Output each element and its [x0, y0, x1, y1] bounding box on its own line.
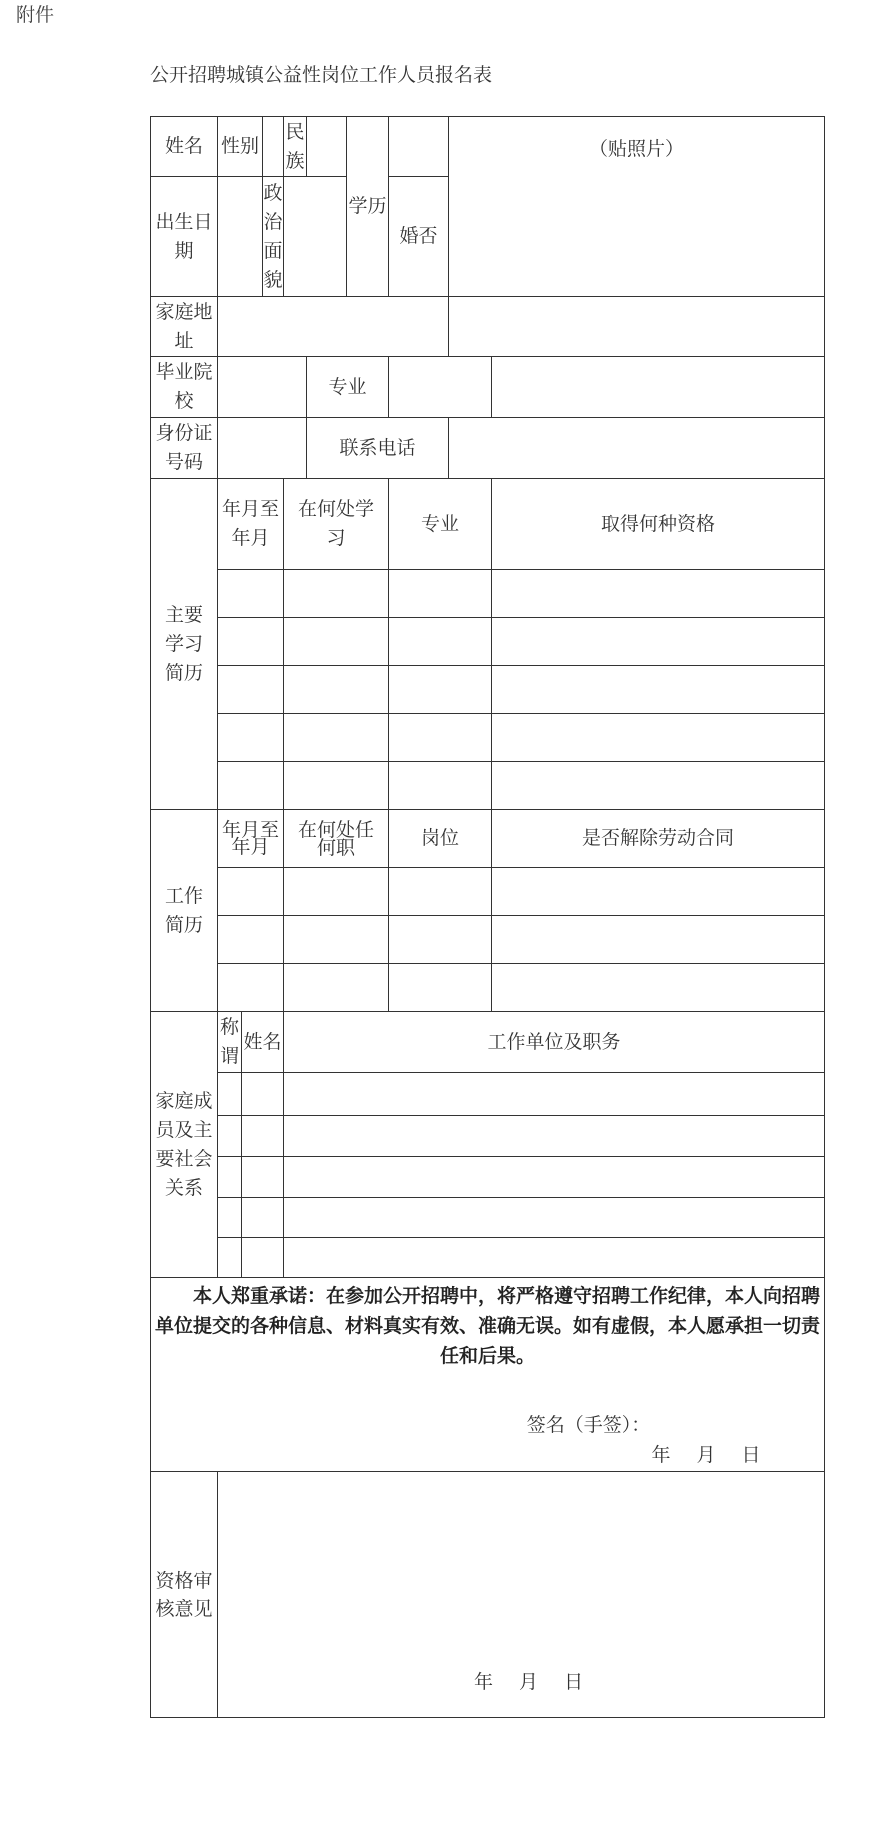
graduate-school-value[interactable] — [218, 357, 307, 418]
political-status-value[interactable] — [284, 177, 347, 297]
family-cell[interactable] — [242, 1157, 284, 1198]
phone-value[interactable] — [449, 418, 825, 479]
birth-date-value[interactable] — [218, 177, 263, 297]
signature-label: 签名（手签）： — [526, 1413, 651, 1436]
work-cell[interactable] — [492, 868, 825, 916]
family-cell[interactable] — [284, 1073, 825, 1116]
study-header-place: 在何处学习 — [284, 479, 389, 570]
family-header-employer: 工作单位及职务 — [284, 1012, 825, 1073]
family-section-label: 家庭成员及主要社会关系 — [151, 1012, 218, 1278]
study-cell[interactable] — [492, 666, 825, 714]
education-value[interactable] — [389, 117, 449, 177]
family-cell[interactable] — [218, 1198, 242, 1238]
family-cell[interactable] — [242, 1198, 284, 1238]
work-cell[interactable] — [492, 916, 825, 964]
family-cell[interactable] — [218, 1116, 242, 1157]
study-cell[interactable] — [492, 570, 825, 618]
pledge-date: 年 月 日 — [651, 1443, 771, 1466]
major-extra[interactable] — [492, 357, 825, 418]
family-cell[interactable] — [242, 1073, 284, 1116]
major-value[interactable] — [389, 357, 492, 418]
study-cell[interactable] — [389, 618, 492, 666]
study-cell[interactable] — [389, 762, 492, 810]
family-cell[interactable] — [284, 1116, 825, 1157]
registration-form — [150, 116, 825, 1718]
family-cell[interactable] — [218, 1238, 242, 1278]
study-cell[interactable] — [389, 570, 492, 618]
political-status-label: 政治面貌 — [263, 177, 284, 297]
study-cell[interactable] — [218, 762, 284, 810]
work-cell[interactable] — [218, 868, 284, 916]
study-cell[interactable] — [284, 714, 389, 762]
work-cell[interactable] — [284, 868, 389, 916]
graduate-school-label: 毕业院校 — [151, 357, 218, 418]
family-header-relation: 称谓 — [218, 1012, 242, 1073]
family-cell[interactable] — [284, 1157, 825, 1198]
pledge-text: 本人郑重承诺：在参加公开招聘中，将严格遵守招聘工作纪律，本人向招聘单位提交的各种信息、材料真实有效、准确无误。如有虚假，本人愿承担一切责任和后果。 — [155, 1284, 821, 1367]
family-cell[interactable] — [284, 1198, 825, 1238]
phone-label: 联系电话 — [307, 418, 449, 479]
study-cell[interactable] — [492, 714, 825, 762]
review-opinion-area[interactable] — [218, 1472, 825, 1718]
study-cell[interactable] — [389, 714, 492, 762]
home-address-value[interactable] — [218, 297, 449, 357]
study-header-major: 专业 — [389, 479, 492, 570]
study-section-label: 主要学习简历 — [151, 479, 218, 810]
attachment-label: 附件 — [16, 4, 55, 26]
major-label: 专业 — [307, 357, 389, 418]
study-header-qualification: 取得何种资格 — [492, 479, 825, 570]
work-header-place: 在何处任何职 — [284, 810, 389, 868]
study-cell[interactable] — [389, 666, 492, 714]
gender-label: 性别 — [218, 117, 263, 177]
review-label: 资格审核意见 — [151, 1472, 218, 1718]
study-cell[interactable] — [492, 618, 825, 666]
work-header-contract: 是否解除劳动合同 — [492, 810, 825, 868]
name-label: 姓名 — [151, 117, 218, 177]
work-header-period: 年月至年月 — [218, 810, 284, 868]
work-cell[interactable] — [218, 916, 284, 964]
ethnicity-value[interactable] — [307, 117, 347, 177]
birth-date-label: 出生日期 — [151, 177, 218, 297]
review-date: 年 月 日 — [474, 1671, 594, 1693]
family-cell[interactable] — [242, 1116, 284, 1157]
work-cell[interactable] — [284, 964, 389, 1012]
pledge-block — [151, 1278, 825, 1472]
work-cell[interactable] — [389, 916, 492, 964]
work-section-label: 工作简历 — [151, 810, 218, 1012]
study-cell[interactable] — [218, 570, 284, 618]
home-address-label: 家庭地址 — [151, 297, 218, 357]
ethnicity-label: 民族 — [284, 117, 307, 177]
study-cell[interactable] — [218, 714, 284, 762]
work-cell[interactable] — [389, 964, 492, 1012]
study-cell[interactable] — [284, 618, 389, 666]
work-cell[interactable] — [218, 964, 284, 1012]
gender-value[interactable] — [263, 117, 284, 177]
photo-placeholder[interactable]: （贴照片） — [449, 117, 825, 297]
study-cell[interactable] — [284, 666, 389, 714]
family-cell[interactable] — [218, 1157, 242, 1198]
id-number-label: 身份证号码 — [151, 418, 218, 479]
family-cell[interactable] — [218, 1073, 242, 1116]
work-cell[interactable] — [389, 868, 492, 916]
study-cell[interactable] — [218, 666, 284, 714]
study-cell[interactable] — [492, 762, 825, 810]
id-number-value[interactable] — [218, 418, 307, 479]
study-cell[interactable] — [284, 570, 389, 618]
family-cell[interactable] — [284, 1238, 825, 1278]
family-cell[interactable] — [242, 1238, 284, 1278]
form-title: 公开招聘城镇公益性岗位工作人员报名表 — [150, 64, 493, 86]
work-cell[interactable] — [284, 916, 389, 964]
education-label: 学历 — [347, 117, 389, 297]
study-header-period: 年月至年月 — [218, 479, 284, 570]
marital-status-label: 婚否 — [389, 177, 449, 297]
study-cell[interactable] — [218, 618, 284, 666]
work-header-position: 岗位 — [389, 810, 492, 868]
family-header-name: 姓名 — [242, 1012, 284, 1073]
home-address-extra[interactable] — [449, 297, 825, 357]
work-cell[interactable] — [492, 964, 825, 1012]
study-cell[interactable] — [284, 762, 389, 810]
